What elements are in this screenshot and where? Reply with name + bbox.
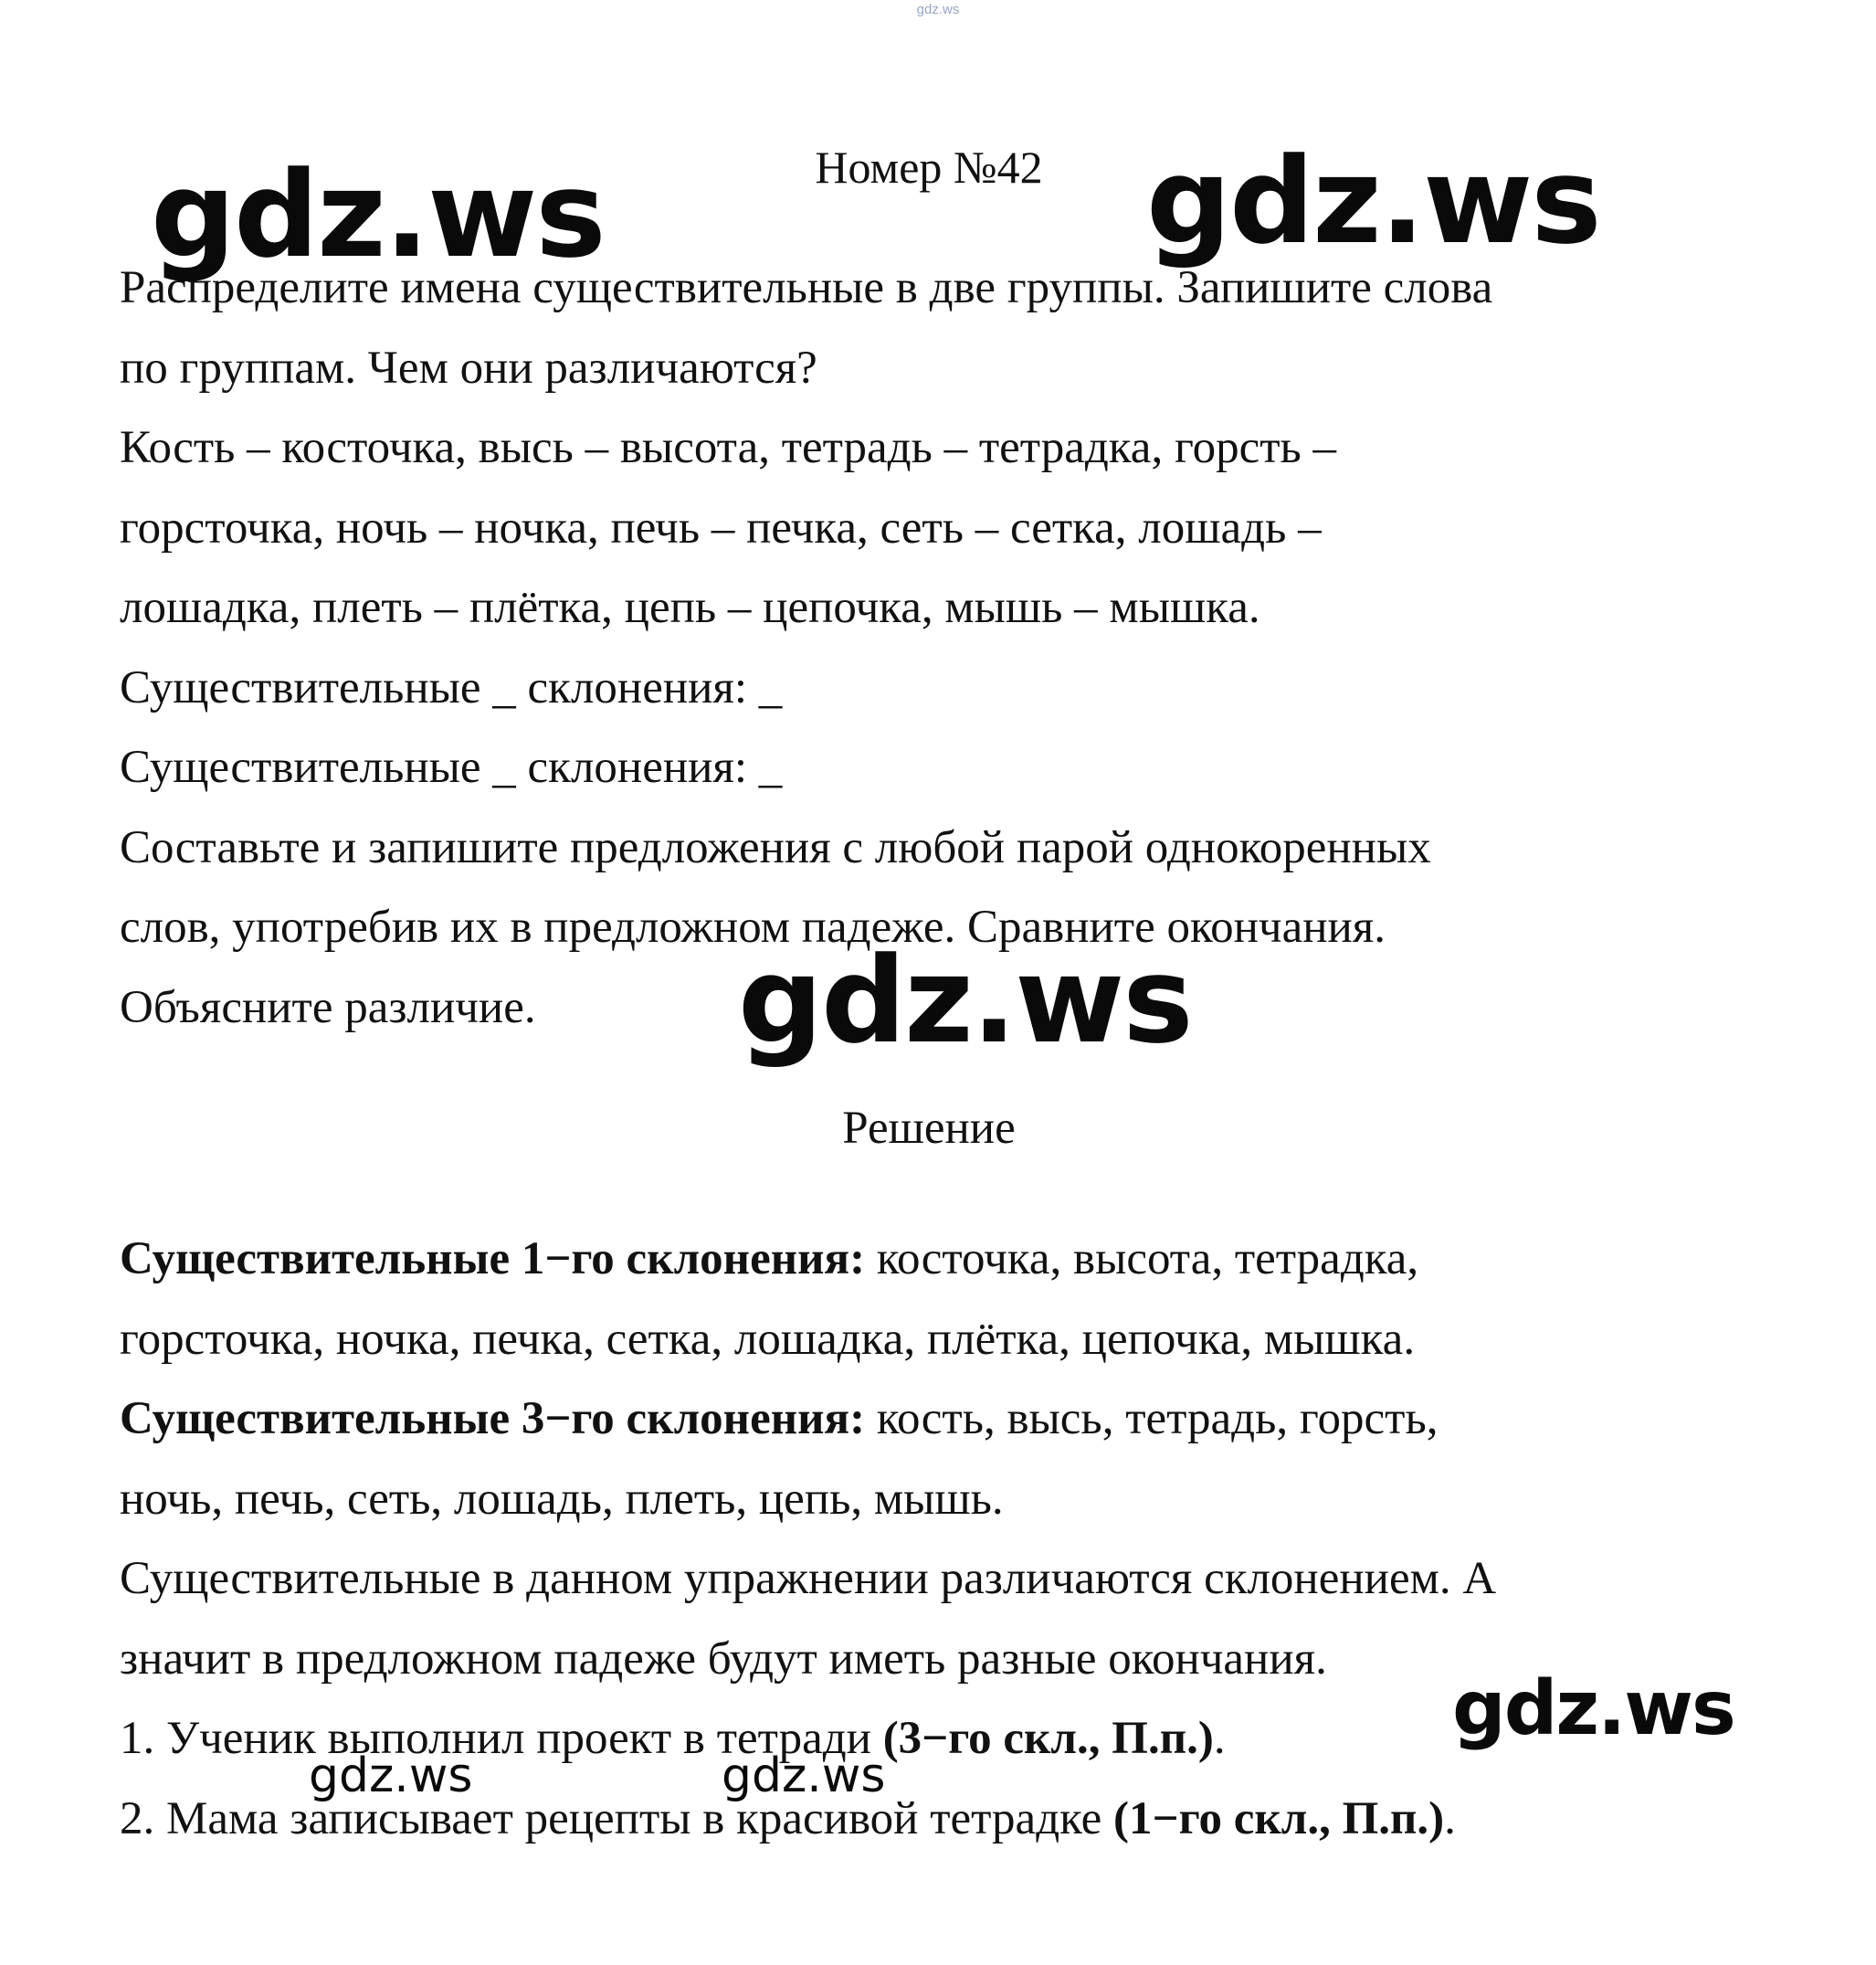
top-watermark: gdz.ws [916, 2, 960, 17]
watermark: gdz.ws [722, 1748, 886, 1803]
watermark: gdz.ws [1146, 132, 1600, 270]
sentence-1-note: (3−го скл., П.п.) [882, 1713, 1214, 1764]
answer-line [120, 1220, 1791, 1300]
answer-line: ночь, печь, сеть, лошадь, плеть, цепь, мышь. [120, 1473, 1004, 1525]
task-line: Составьте и запишите предложения с любой парой однокоренных [120, 821, 1431, 873]
page-title: Номер №42 [815, 142, 1043, 193]
group1-label: Существительные 1−го склонения: [120, 1233, 866, 1284]
task-line: Существительные _ склонения: _ [120, 661, 783, 713]
sentence-2-end: . [1444, 1792, 1456, 1844]
answer-line: Существительные в данном упражнении различаются склонением. А [120, 1553, 1497, 1604]
task-line: лошадка, плеть – плётка, цепь – цепочка, мышь – мышка. [120, 582, 1260, 633]
group3-words: кость, высь, тетрадь, горсть, [865, 1393, 1439, 1444]
answer-line: значит в предложном падеже будут иметь разные окончания. [120, 1632, 1327, 1685]
task-line: Кость – косточка, высь – высота, тетрадь – тетрадка, горсть – [120, 422, 1337, 473]
task-line: слов, употребив их в предложном падеже. Сравните окончания. [120, 902, 1386, 953]
task-line: по группам. Чем они различаются? [120, 342, 817, 394]
answer-line [120, 1379, 1791, 1460]
watermark: gdz.ws [738, 931, 1192, 1070]
task-line: горсточка, ночь – ночка, печь – печка, сеть – сетка, лошадь – [120, 502, 1322, 554]
sentence-2-note: (1−го скл., П.п.) [1113, 1792, 1445, 1844]
task-line: Существительные _ склонения: _ [120, 742, 783, 793]
solution-title: Решение [842, 1103, 1016, 1154]
watermark: gdz.ws [151, 145, 605, 284]
sentence-2-text: 2. Мама записывает рецепты в красивой тетрадке [120, 1792, 1114, 1844]
answer-line: горсточка, ночка, печка, сетка, лошадка, плётка, цепочка, мышка. [120, 1313, 1416, 1365]
watermark: gdz.ws [1452, 1665, 1734, 1752]
task-line: Распределите имена существительные в две группы. Запишите слова [120, 262, 1493, 313]
sentence-1-end: . [1213, 1713, 1226, 1764]
sentence-1-text: 1. Ученик выполнил проект в тетради [120, 1713, 883, 1764]
group1-words: косточка, высота, тетрадка, [865, 1233, 1419, 1284]
group3-label: Существительные 3−го склонения: [120, 1393, 866, 1444]
task-line: Объясните различие. [120, 981, 536, 1033]
watermark: gdz.ws [309, 1748, 473, 1803]
task-text [120, 248, 1791, 1048]
